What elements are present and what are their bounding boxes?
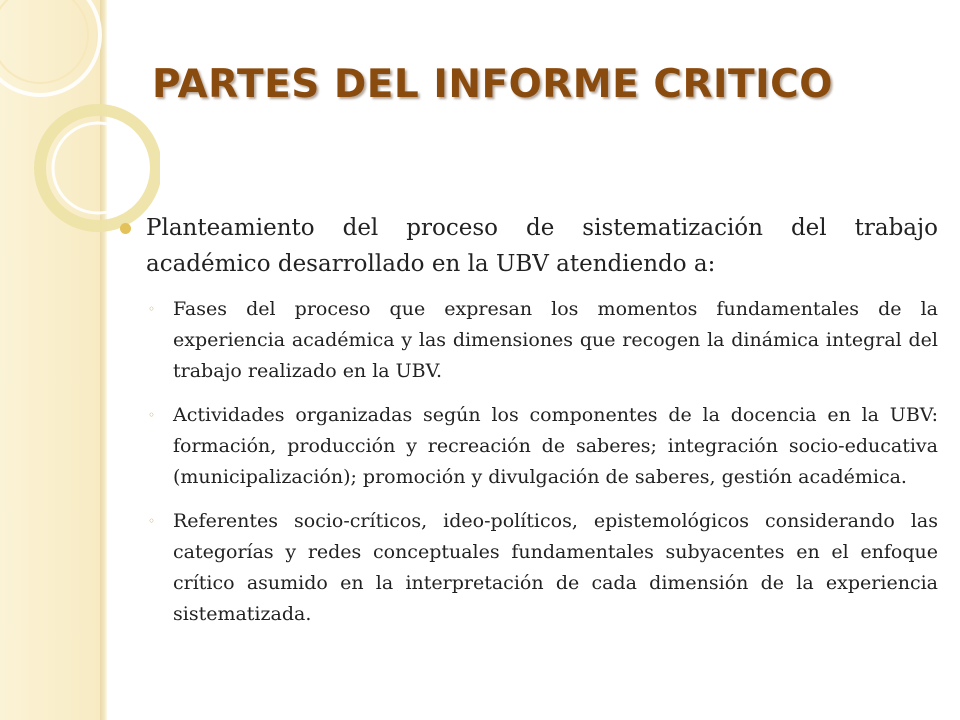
hollow-circle-bullet-icon: ◦ (148, 408, 156, 422)
sub-bullet-item (120, 400, 938, 493)
main-bullet (120, 210, 938, 282)
sub-bullet-text: Actividades organizadas según los componentes de la docencia en la UBV: formación, producción y recreación de saberes; integración socio-educativa (municipalización); promoción y divulgación de saberes, gestión académica. (173, 404, 938, 488)
sub-bullet-text: Fases del proceso que expresan los momentos fundamentales de la experiencia académica y las dimensiones que recogen la dinámica integral del trabajo realizado en la UBV. (173, 298, 938, 382)
hollow-circle-bullet-icon: ◦ (148, 514, 156, 528)
sub-bullet-item (120, 506, 938, 630)
sub-bullet-item (120, 294, 938, 387)
slide-content (120, 210, 938, 643)
main-bullet-text: Planteamiento del proceso de sistematización del trabajo académico desarrollado en la UBV atendiendo a: (146, 215, 938, 277)
hollow-circle-bullet-icon: ◦ (148, 302, 156, 316)
page-title: PARTES DEL INFORME CRITICO (152, 62, 833, 107)
filled-circle-bullet-icon (120, 223, 131, 234)
sub-bullet-text: Referentes socio-críticos, ideo-políticos, epistemológicos considerando las categorías y redes conceptuales fundamentales subyacentes en el enfoque crítico asumido en la interpretación de cada dimensión de la experiencia sistematizada. (173, 510, 938, 625)
sub-bullet-list (120, 294, 938, 630)
